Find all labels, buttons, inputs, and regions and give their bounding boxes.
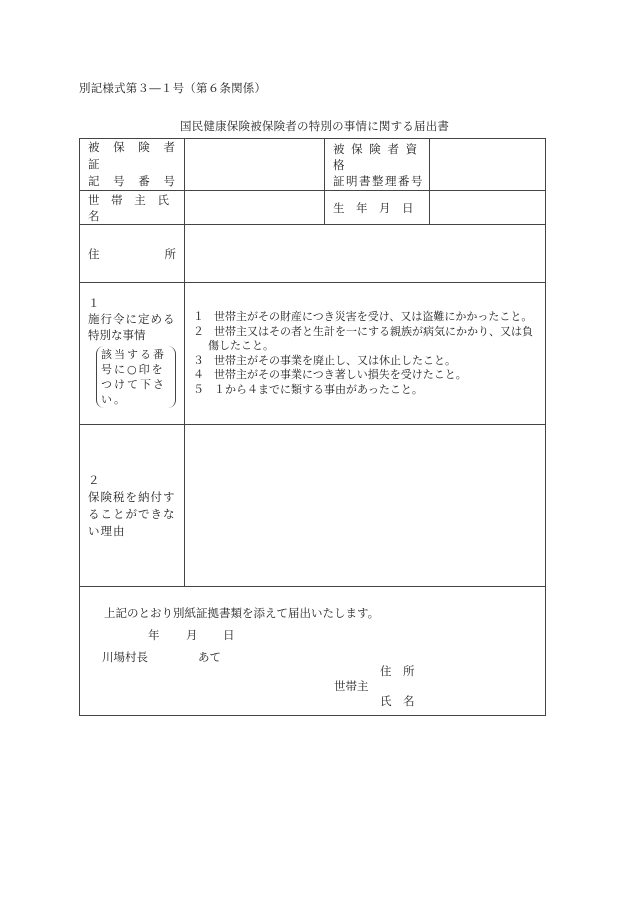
householder-name-label: 世 帯 主 氏 名 [80, 191, 185, 225]
qualification-cert-number-label: 被 保 険 者 資 格 証明書整理番号 [325, 139, 430, 191]
birthdate-label: 生 年 月 日 [325, 191, 430, 225]
address-field[interactable] [185, 225, 546, 283]
address-sign-label: 住 所 [380, 664, 415, 678]
reason-text: 世帯主がその事業につき著しい損失を受けたこと。 [214, 368, 467, 381]
householder-sign-label: 世帯主 [334, 679, 369, 693]
reason-item[interactable] [193, 310, 539, 325]
reason-item[interactable] [193, 368, 539, 383]
reason-text: １から４までに類する事由があったこと。 [214, 382, 423, 396]
reason-text: 世帯主がその事業を廃止し、又は休止したこと。 [214, 353, 456, 367]
special-circumstances-options [185, 283, 546, 425]
reason-number: ４ [193, 368, 204, 381]
inability-reason-field[interactable] [185, 425, 546, 587]
name-sign-label: 氏 名 [380, 694, 415, 708]
reason-item[interactable] [193, 383, 539, 398]
form-number-header: 別記様式第３―１号（第６条関係） [79, 81, 267, 95]
reason-number: １ [193, 310, 204, 323]
date-day-label: 日 [223, 628, 235, 642]
reason-item[interactable] [193, 325, 539, 354]
insured-cert-number-field[interactable] [185, 139, 325, 191]
addressee: 川場村長 [102, 650, 148, 664]
addressee-suffix: あて [198, 650, 221, 664]
notification-form-table [79, 138, 546, 716]
reason-text: 世帯主がその財産につき災害を受け、又は盗難にかかったこと。 [214, 310, 533, 323]
reason-list [193, 310, 545, 397]
instruction-note: 該当する番号に○印をつけて下さい。 [96, 346, 176, 408]
inability-reason-label: ２ 保険税を納付することができない理由 [80, 425, 185, 587]
birthdate-field[interactable] [430, 191, 546, 225]
date-month-label: 月 [186, 628, 198, 642]
form-title: 国民健康保険被保険者の特別の事情に関する届出書 [180, 119, 450, 133]
insured-cert-number-label: 被 保 険 者 証 記 号 番 号 [80, 139, 185, 191]
reason-number: ５ [193, 382, 204, 396]
reason-item[interactable] [193, 354, 539, 369]
address-label: 住 所 [80, 225, 185, 283]
reason-number: ２ [193, 324, 204, 338]
qualification-cert-number-field[interactable] [430, 139, 546, 191]
householder-name-field[interactable] [185, 191, 325, 225]
declaration-section [80, 587, 546, 716]
reason-text: 世帯主又はその者と生計を一にする親族が病気にかかり、又は負傷したこと。 [208, 324, 533, 352]
declaration-statement: 上記のとおり別紙証拠書類を添えて届出いたします。 [104, 606, 380, 620]
special-circumstances-label: １ 施行令に定める 特別な事情 該当する番号に○印をつけて下さい。 [80, 283, 185, 425]
reason-number: ３ [193, 353, 204, 367]
date-year-label: 年 [148, 628, 160, 642]
